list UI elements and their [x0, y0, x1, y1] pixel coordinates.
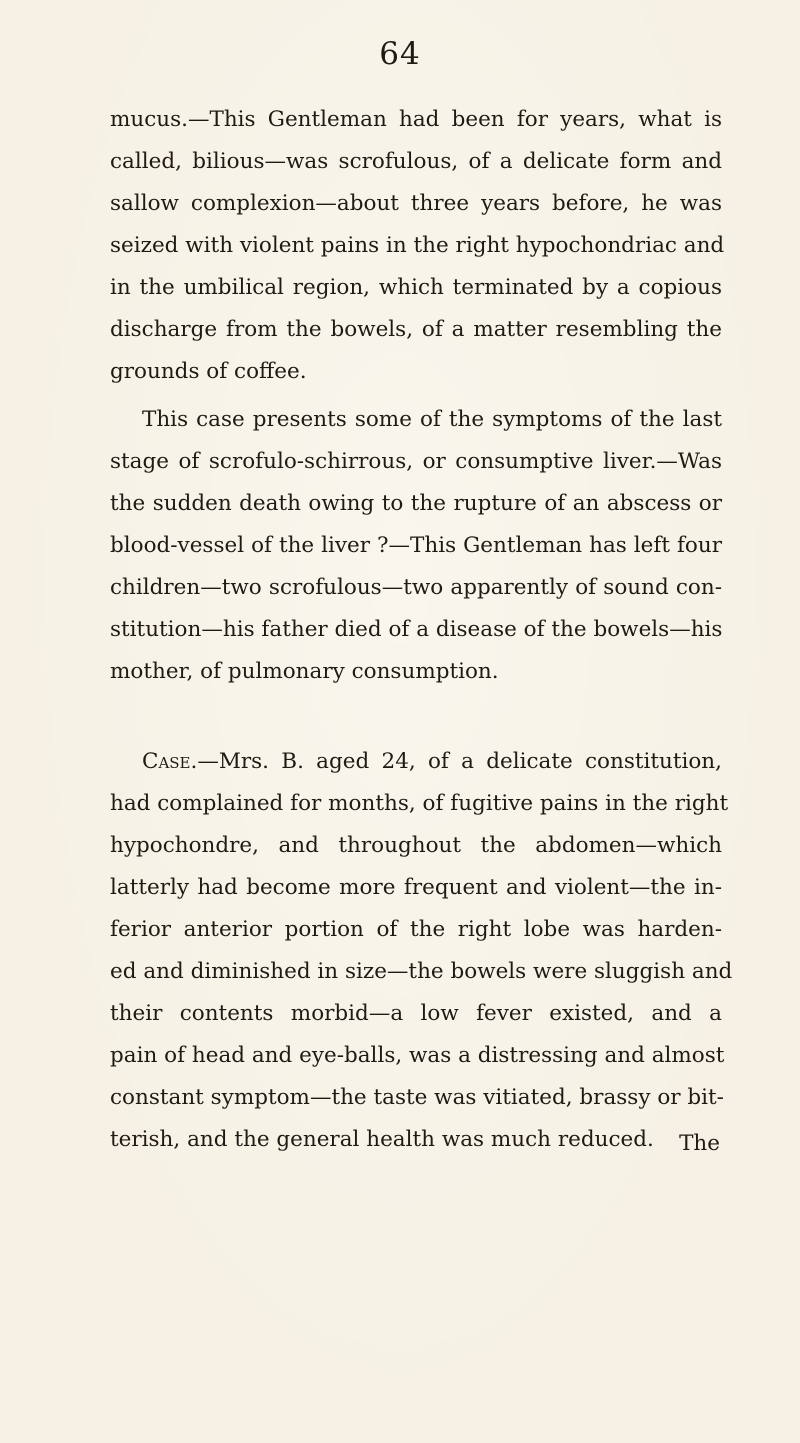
text-line: children—two scrofulous—two apparently of sound con-: [110, 575, 722, 600]
text-line: [110, 741, 722, 783]
paragraph-2: [110, 399, 722, 693]
text-line: hypochondre, and throughout the abdomen—which: [110, 833, 722, 858]
text-line: seized with violent pains in the right hypochondriac and: [110, 233, 725, 258]
text-line: pain of head and eye-balls, was a distressing and almost: [110, 1043, 725, 1068]
text-line: mother, of pulmonary consumption.: [110, 659, 499, 684]
text-line: latterly had become more frequent and violent—the in-: [110, 875, 722, 900]
page-number: 64: [379, 36, 421, 72]
text-line: terish, and the general health was much reduced.: [110, 1127, 654, 1152]
text-line: discharge from the bowels, of a matter resembling the: [110, 317, 722, 342]
text-line: grounds of coffee.: [110, 359, 307, 384]
paragraph-3: [110, 741, 733, 1161]
text-line: This case presents some of the symptoms of the last: [142, 407, 722, 432]
text-line: had complained for months, of fugitive pains in the right: [110, 791, 729, 816]
text-line: stage of scrofulo-schirrous, or consumptive liver.—Was: [110, 449, 722, 474]
text-line: mucus.—This Gentleman had been for years, what is: [110, 107, 722, 132]
text-line: in the umbilical region, which terminated by a copious: [110, 275, 722, 300]
text-line: blood-vessel of the liver ?—This Gentleman has left four: [110, 533, 722, 558]
text-line: ferior anterior portion of the right lobe was harden-: [110, 917, 722, 942]
text-line: their contents morbid—a low fever existed, and a: [110, 1001, 722, 1026]
text-line: called, bilious—was scrofulous, of a delicate form and: [110, 149, 722, 174]
case-line-rest: —Mrs. B. aged 24, of a delicate constitution,: [197, 749, 722, 774]
text-line: ed and diminished in size—the bowels were sluggish and: [110, 959, 733, 984]
text-line: the sudden death owing to the rupture of an abscess or: [110, 491, 722, 516]
catchword: The: [679, 1131, 720, 1156]
text-line: sallow complexion—about three years before, he was: [110, 191, 722, 216]
case-label: Case.: [142, 749, 198, 774]
text-line: constant symptom—the taste was vitiated, brassy or bit-: [110, 1085, 724, 1110]
paragraph-1: [110, 99, 725, 393]
text-line: stitution—his father died of a disease of the bowels—his: [110, 617, 723, 642]
